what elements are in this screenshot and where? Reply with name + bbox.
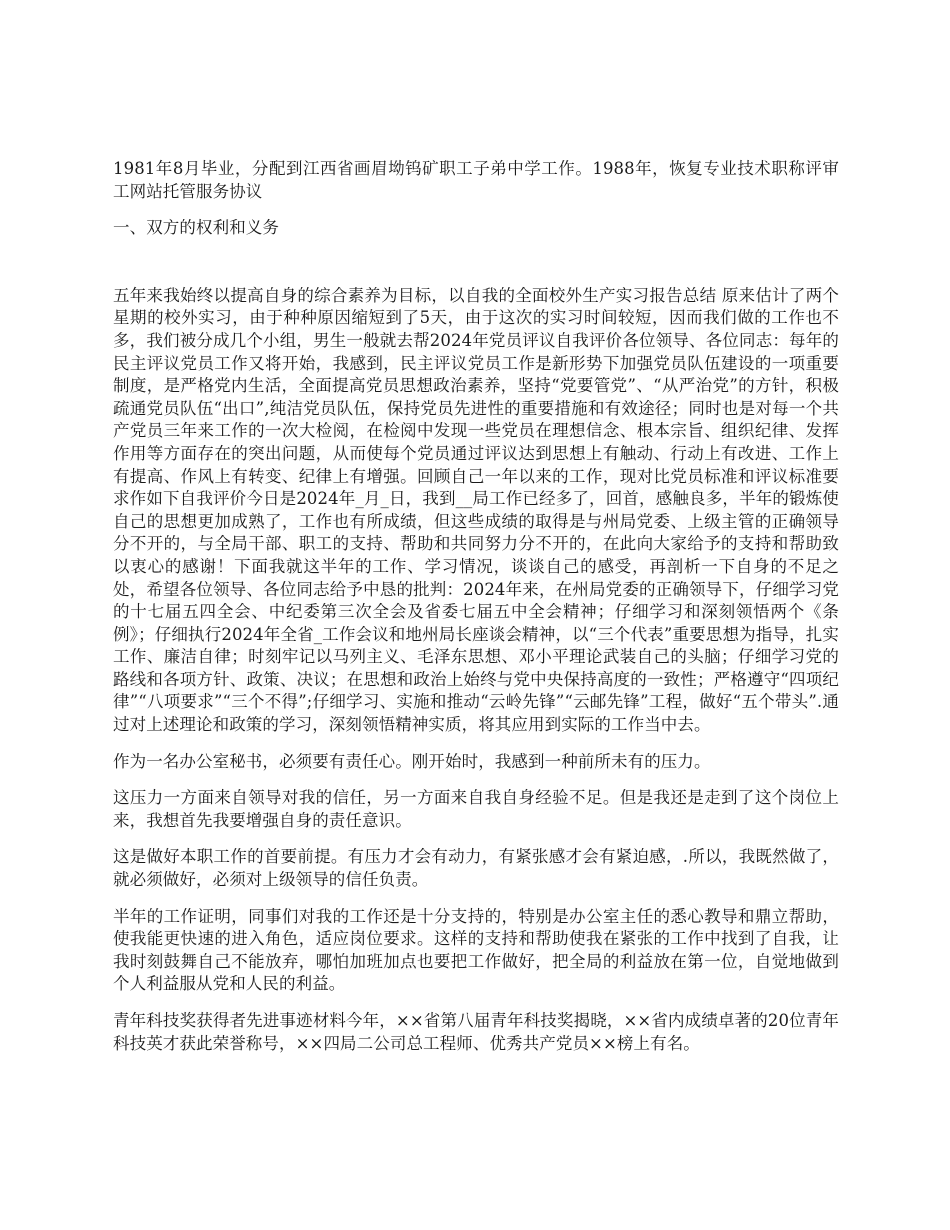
paragraph-intro: 1981年8月毕业，分配到江西省画眉坳钨矿职工子弟中学工作。1988年，恢复专业技术职称评审工网站托管服务协议: [113, 159, 839, 201]
paragraph-main: 五年来我始终以提高自身的综合素养为目标，以自我的全面校外生产实习报告总结 原来估计了两个星期的校外实习，由于种种原因缩短到了5天，由于这次的实习时间较短，因而我们做的工作也不多，我们被分成几个小组，男生一般就去帮2024年党员评议自我评价各位领导、各位同志：每年的民主评议党员工作又将开始，我感到，民主评议党员工作是新形势下加强党员队伍建设的一项重要制度，是严格党内生活，全面提高党员思想政治素养，坚持“党要管党”、“从严治党”的方针，积极疏通党员队伍“出口”,纯洁党员队伍，保持党员先进性的重要措施和有效途径；同时也是对每一个共产党员三年来工作的一次大检阅，在检阅中发现一些党员在理想信念、根本宗旨、组织纪律、发挥作用等方面存在的突出问题，从而使每个党员通过评议达到思想上有触动、行动上有改进、工作上有提高、作风上有转变、纪律上有增强。回顾自己一年以来的工作，现对比党员标准和评议标准要求作如下自我评价今日是2024年_月_日，我到__局工作已经多了，回首，感触良多，半年的锻炼使自己的思想更加成熟了，工作也有所成绩，但这些成绩的取得是与州局党委、上级主管的正确领导分不开的，与全局干部、职工的支持、帮助和共同努力分不开的，在此向大家给予的支持和帮助致以衷心的感谢！下面我就这半年的工作、学习情况，谈谈自己的感受，再剖析一下自身的不足之处，希望各位领导、各位同志给予中恳的批判：2024年来，在州局党委的正确领导下，仔细学习党的十七届五四全会、中纪委第三次全会及省委七届五中全会精神；仔细学习和深刻领悟两个《条例》；仔细执行2024年全省_工作会议和地州局长座谈会精神，以“三个代表”重要思想为指导，扎实工作、廉洁自律；时刻牢记以马列主义、毛泽东思想、邓小平理论武装自己的头脑；仔细学习党的路线和各项方针、政策、决议；在思想和政治上始终与党中央保持高度的一致性；严格遵守“四项纪律”“八项要求”“三个不得”;仔细学习、实施和推动“云岭先锋”“云邮先锋”工程，做好“五个带头”.通过对上述理论和政策的学习，深刻领悟精神实质，将其应用到实际的工作当中去。: [113, 285, 839, 735]
paragraph-work-proof: 半年的工作证明，同事们对我的工作还是十分支持的，特别是办公室主任的悉心教导和鼎立帮助，使我能更快速的进入角色，适应岗位要求。这样的支持和帮助使我在紧张的工作中找到了自我，让我时刻鼓舞自己不能放弃，哪怕加班加点也要把工作做好，把全局的利益放在第一位，自觉地做到个人利益服从党和人民的利益。: [113, 906, 839, 994]
section-heading: 一、双方的权利和义务: [113, 218, 279, 238]
document-body: [113, 158, 839, 1055]
paragraph-premise: 这是做好本职工作的首要前提。有压力才会有动力，有紧张感才会有紧迫感，.所以，我既然做了，就必须做好，必须对上级领导的信任负责。: [113, 847, 839, 890]
paragraph-youth-award: 青年科技奖获得者先进事迹材料今年，××省第八届青年科技奖揭晓，××省内成绩卓著的20位青年科技英才获此荣誉称号，××四局二公司总工程师、优秀共产党员××榜上有名。: [113, 1011, 839, 1053]
paragraph-responsibility: 作为一名办公室秘书，必须要有责任心。刚开始时，我感到一种前所未有的压力。: [113, 751, 711, 771]
paragraph-pressure: 这压力一方面来自领导对我的信任，另一方面来自我自身经验不足。但是我还是走到了这个岗位上来，我想首先我要增强自身的责任意识。: [113, 788, 839, 830]
